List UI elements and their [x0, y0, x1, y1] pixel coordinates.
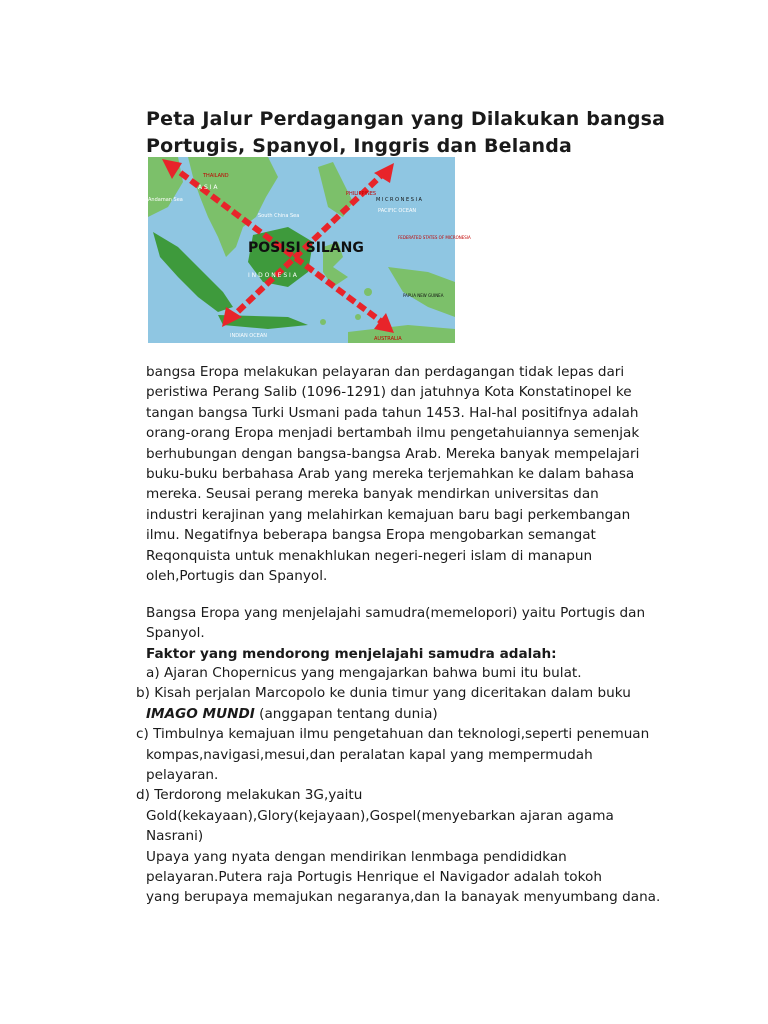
trade-route-map — [148, 157, 471, 343]
factors-list — [136, 663, 676, 908]
text-line: ilmu. Negatifnya beberapa bangsa Eropa mengobarkan semangat — [146, 527, 596, 544]
text-line: mereka. Seusai perang mereka banyak mendirkan universitas dan — [146, 486, 599, 503]
asia-label: A S I A — [198, 184, 218, 191]
thailand-label: THAILAND — [203, 173, 229, 179]
paragraph-pioneers — [146, 603, 666, 664]
book-title: IMAGO MUNDI — [146, 705, 255, 722]
map-image — [148, 157, 471, 343]
factors-heading: Faktor yang mendorong menjelajahi samudra adalah: — [146, 645, 557, 662]
list-item-b: b) Kisah perjalan Marcopolo ke dunia timur yang diceritakan dalam buku — [136, 685, 631, 702]
list-item-d: d) Terdorong melakukan 3G,yaitu — [136, 787, 363, 804]
list-item-d-cont: Nasrani) — [146, 828, 204, 845]
south-china-label: South China Sea — [258, 213, 300, 219]
text-line: Reqonquista untuk menakhlukan negeri-negeri islam di manapun — [146, 547, 593, 564]
banner-label: POSISI SILANG — [248, 240, 364, 256]
andaman-label: Andaman Sea — [148, 197, 183, 203]
title-line-2: Portugis, Spanyol, Inggris dan Belanda — [146, 135, 573, 157]
text-line: Spanyol. — [146, 625, 205, 642]
indonesia-label: I N D O N E S I A — [248, 272, 297, 279]
text-line: berhubungan dengan bangsa-bangsa Arab. Mereka banyak mempelajari — [146, 445, 640, 462]
text-line: Bangsa Eropa yang menjelajahi samudra(memelopori) yaitu Portugis dan — [146, 605, 646, 621]
text-line: industri kerajinan yang melahirkan kemajuan baru bagi perkembangan — [146, 506, 631, 523]
list-item-c-cont: pelayaran. — [146, 767, 219, 784]
small-island — [355, 314, 361, 320]
text-line: orang-orang Eropa menjadi bertambah ilmu pengetahuiannya semenjak — [146, 425, 640, 442]
list-item-d-cont: pelayaran.Putera raja Portugis Henrique el Navigador adalah tokoh — [146, 869, 602, 886]
micronesia-label: M I C R O N E S I A — [376, 197, 422, 203]
philippines-label: PHILIPPINES — [346, 191, 377, 197]
small-island — [364, 288, 372, 296]
text-line: buku-buku berbahasa Arab yang mereka terjemahkan ke dalam bahasa — [146, 466, 635, 483]
text-line: bangsa Eropa melakukan pelayaran dan perdagangan tidak lepas dari — [146, 364, 625, 380]
page-title — [146, 106, 706, 160]
png-label: PAPUA NEW GUINEA — [403, 293, 444, 298]
list-item-a: a) Ajaran Chopernicus yang mengajarkan bahwa bumi itu bulat. — [146, 665, 582, 681]
fsm-label: FEDERATED STATES OF MICRONESIA — [398, 235, 471, 240]
indian-ocean-label: INDIAN OCEAN — [230, 333, 268, 339]
list-item-d-cont: yang berupaya memajukan negaranya,dan Ia banayak menyumbang dana. — [146, 889, 661, 906]
paragraph-history — [146, 362, 666, 586]
list-item-c: c) Timbulnya kemajuan ilmu pengetahuan dan teknologi,seperti penemuan — [136, 726, 650, 743]
list-item-b-cont — [136, 704, 676, 724]
book-desc: (anggapan tentang dunia) — [254, 705, 438, 722]
australia-label: AUSTRALIA — [374, 336, 402, 342]
list-item-d-cont: Upaya yang nyata dengan mendirikan lenmbaga pendididkan — [146, 848, 567, 865]
text-line: tangan bangsa Turki Usmani pada tahun 1453. Hal-hal positifnya adalah — [146, 404, 639, 421]
title-line-1: Peta Jalur Perdagangan yang Dilakukan bangsa — [146, 108, 666, 130]
list-item-d-cont: Gold(kekayaan),Glory(kejayaan),Gospel(menyebarkan ajaran agama — [146, 807, 614, 824]
text-line: oleh,Portugis dan Spanyol. — [146, 568, 328, 585]
list-item-c-cont: kompas,navigasi,mesui,dan peralatan kapal yang mempermudah — [146, 746, 593, 763]
text-line: peristiwa Perang Salib (1096-1291) dan jatuhnya Kota Konstatinopel ke — [146, 384, 632, 401]
pacific-label: PACIFIC OCEAN — [378, 208, 417, 214]
small-island — [320, 319, 326, 325]
